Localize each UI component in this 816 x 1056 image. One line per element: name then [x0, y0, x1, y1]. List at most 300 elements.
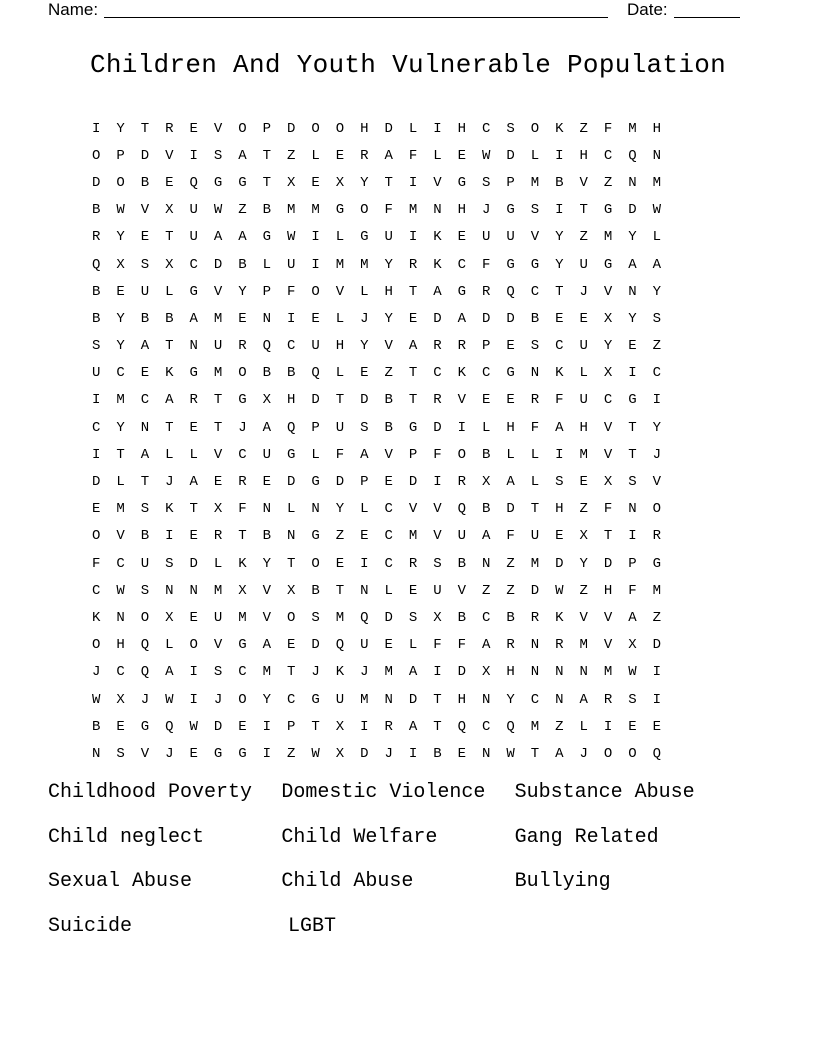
name-field-line[interactable]: [104, 17, 608, 18]
grid-letter: T: [165, 419, 174, 436]
grid-row: [84, 142, 744, 169]
grid-letter: E: [360, 528, 369, 545]
grid-letter: U: [335, 691, 345, 708]
grid-letter: L: [165, 637, 174, 654]
grid-letter: Y: [116, 310, 125, 327]
grid-letter: I: [165, 528, 174, 545]
grid-letter: K: [457, 365, 467, 382]
grid-letter: I: [433, 664, 442, 681]
grid-letter: O: [530, 120, 540, 137]
grid-row: [84, 468, 744, 495]
grid-letter: J: [360, 310, 369, 327]
grid-row: [84, 414, 744, 441]
grid-letter: A: [165, 664, 174, 681]
grid-letter: C: [189, 256, 198, 273]
grid-letter: M: [213, 582, 223, 599]
grid-letter: E: [335, 555, 345, 572]
grid-letter: M: [335, 609, 345, 626]
grid-letter: D: [384, 609, 393, 626]
grid-letter: I: [262, 718, 272, 735]
word-list-row: [48, 870, 748, 915]
grid-letter: O: [140, 609, 150, 626]
grid-row: [84, 197, 744, 224]
grid-letter: G: [140, 718, 150, 735]
grid-letter: Y: [652, 283, 662, 300]
grid-letter: N: [384, 691, 393, 708]
grid-letter: E: [189, 419, 198, 436]
grid-letter: D: [91, 174, 101, 191]
grid-letter: R: [506, 637, 515, 654]
grid-letter: V: [384, 446, 393, 463]
grid-letter: L: [165, 283, 174, 300]
grid-letter: H: [652, 120, 662, 137]
grid-letter: X: [335, 718, 345, 735]
grid-letter: M: [311, 202, 320, 219]
grid-letter: I: [457, 419, 467, 436]
grid-letter: U: [140, 555, 150, 572]
grid-letter: B: [457, 555, 467, 572]
grid-letter: B: [481, 446, 491, 463]
grid-letter: C: [481, 609, 491, 626]
grid-letter: Q: [286, 419, 296, 436]
grid-letter: U: [335, 419, 345, 436]
grid-letter: W: [213, 202, 223, 219]
grid-letter: S: [213, 147, 223, 164]
grid-letter: D: [360, 745, 369, 762]
grid-letter: G: [213, 745, 223, 762]
grid-row: [84, 305, 744, 332]
grid-letter: E: [408, 582, 418, 599]
grid-letter: G: [238, 174, 247, 191]
grid-letter: J: [140, 691, 150, 708]
grid-letter: A: [457, 310, 467, 327]
grid-letter: G: [506, 365, 515, 382]
grid-letter: A: [408, 338, 418, 355]
grid-letter: I: [189, 147, 198, 164]
grid-letter: Q: [335, 637, 345, 654]
grid-letter: A: [140, 338, 150, 355]
grid-letter: A: [189, 310, 198, 327]
grid-letter: S: [311, 609, 320, 626]
grid-letter: E: [555, 528, 564, 545]
grid-letter: K: [555, 365, 564, 382]
grid-letter: B: [286, 365, 296, 382]
grid-letter: F: [457, 637, 467, 654]
grid-letter: B: [311, 582, 320, 599]
grid-letter: Z: [506, 582, 515, 599]
grid-letter: Q: [652, 745, 662, 762]
grid-letter: V: [335, 283, 345, 300]
grid-letter: I: [555, 202, 564, 219]
grid-letter: S: [530, 338, 540, 355]
grid-letter: I: [603, 718, 613, 735]
grid-letter: Z: [286, 147, 296, 164]
grid-letter: E: [238, 310, 247, 327]
grid-letter: V: [603, 446, 613, 463]
grid-letter: W: [189, 718, 198, 735]
grid-letter: D: [408, 691, 418, 708]
grid-letter: C: [384, 528, 393, 545]
grid-row: [84, 523, 744, 550]
grid-letter: T: [530, 745, 540, 762]
grid-letter: N: [481, 555, 491, 572]
grid-letter: H: [506, 664, 515, 681]
grid-letter: D: [506, 310, 515, 327]
grid-letter: A: [628, 256, 637, 273]
grid-letter: J: [579, 283, 588, 300]
grid-letter: G: [603, 256, 613, 273]
grid-letter: U: [140, 283, 150, 300]
grid-letter: B: [140, 310, 150, 327]
grid-letter: U: [213, 338, 223, 355]
grid-letter: E: [189, 609, 198, 626]
grid-letter: R: [213, 528, 223, 545]
grid-letter: Y: [116, 338, 125, 355]
grid-letter: R: [457, 474, 467, 491]
grid-letter: T: [238, 528, 247, 545]
grid-letter: Y: [628, 229, 637, 246]
grid-letter: G: [189, 365, 198, 382]
grid-letter: X: [165, 256, 174, 273]
grid-letter: N: [91, 745, 101, 762]
grid-letter: E: [189, 745, 198, 762]
grid-letter: E: [213, 474, 223, 491]
grid-letter: L: [311, 147, 320, 164]
grid-letter: S: [140, 501, 150, 518]
grid-letter: L: [311, 446, 320, 463]
grid-letter: M: [213, 365, 223, 382]
grid-letter: J: [213, 691, 223, 708]
grid-letter: Q: [457, 718, 467, 735]
grid-row: [84, 713, 744, 740]
grid-letter: L: [262, 256, 272, 273]
grid-letter: U: [579, 392, 588, 409]
grid-letter: C: [384, 501, 393, 518]
grid-letter: T: [335, 392, 345, 409]
grid-letter: W: [165, 691, 174, 708]
grid-letter: E: [311, 174, 320, 191]
grid-letter: N: [286, 528, 296, 545]
grid-letter: B: [262, 202, 272, 219]
grid-letter: X: [579, 528, 588, 545]
grid-letter: Z: [555, 718, 564, 735]
grid-letter: A: [652, 256, 662, 273]
grid-letter: O: [286, 609, 296, 626]
grid-letter: X: [603, 310, 613, 327]
grid-letter: T: [262, 147, 272, 164]
grid-letter: R: [91, 229, 101, 246]
grid-letter: Z: [579, 501, 588, 518]
grid-letter: C: [603, 392, 613, 409]
grid-letter: Q: [311, 365, 320, 382]
grid-letter: L: [408, 637, 418, 654]
grid-letter: W: [652, 202, 662, 219]
grid-letter: O: [603, 745, 613, 762]
date-label: Date:: [627, 0, 668, 19]
grid-letter: K: [335, 664, 345, 681]
grid-letter: R: [408, 256, 418, 273]
grid-letter: A: [433, 283, 442, 300]
grid-letter: G: [238, 637, 247, 654]
grid-letter: T: [262, 174, 272, 191]
word-list-item: Substance Abuse: [514, 781, 695, 804]
grid-letter: D: [433, 310, 442, 327]
grid-letter: Y: [603, 338, 613, 355]
grid-row: [84, 278, 744, 305]
grid-letter: O: [116, 174, 125, 191]
grid-letter: U: [91, 365, 101, 382]
grid-letter: M: [213, 310, 223, 327]
grid-letter: I: [433, 474, 442, 491]
grid-letter: B: [384, 419, 393, 436]
grid-letter: E: [408, 310, 418, 327]
grid-letter: U: [530, 528, 540, 545]
grid-letter: M: [652, 174, 662, 191]
grid-letter: Y: [360, 338, 369, 355]
grid-letter: M: [530, 718, 540, 735]
grid-letter: T: [433, 691, 442, 708]
grid-letter: D: [213, 718, 223, 735]
grid-letter: Q: [628, 147, 637, 164]
grid-letter: H: [116, 637, 125, 654]
grid-letter: G: [603, 202, 613, 219]
grid-letter: Z: [335, 528, 345, 545]
grid-letter: S: [140, 256, 150, 273]
grid-letter: E: [140, 365, 150, 382]
grid-letter: V: [530, 229, 540, 246]
grid-letter: Y: [506, 691, 515, 708]
grid-letter: R: [530, 392, 540, 409]
grid-letter: L: [116, 474, 125, 491]
grid-letter: B: [140, 528, 150, 545]
word-list-item: Sexual Abuse: [48, 870, 193, 893]
grid-letter: N: [530, 637, 540, 654]
grid-letter: E: [116, 283, 125, 300]
grid-letter: O: [360, 202, 369, 219]
grid-letter: U: [311, 338, 320, 355]
grid-letter: V: [652, 474, 662, 491]
grid-letter: N: [189, 582, 198, 599]
grid-letter: M: [652, 582, 662, 599]
grid-letter: E: [189, 120, 198, 137]
grid-letter: G: [457, 174, 467, 191]
date-field-line[interactable]: [674, 17, 740, 18]
grid-letter: X: [433, 609, 442, 626]
grid-letter: V: [579, 609, 588, 626]
grid-row: [84, 169, 744, 196]
grid-letter: V: [579, 174, 588, 191]
grid-row: [84, 632, 744, 659]
grid-letter: Y: [335, 501, 345, 518]
grid-letter: I: [408, 229, 418, 246]
grid-letter: C: [530, 691, 540, 708]
grid-letter: E: [165, 174, 174, 191]
grid-letter: I: [652, 392, 662, 409]
grid-letter: M: [238, 609, 247, 626]
word-list-item: LGBT: [288, 914, 337, 938]
grid-letter: H: [603, 582, 613, 599]
grid-letter: K: [555, 609, 564, 626]
grid-letter: F: [286, 283, 296, 300]
grid-letter: H: [555, 501, 564, 518]
grid-letter: P: [360, 474, 369, 491]
grid-letter: A: [408, 664, 418, 681]
grid-letter: B: [165, 310, 174, 327]
grid-letter: Q: [262, 338, 272, 355]
grid-letter: W: [116, 202, 125, 219]
grid-letter: R: [408, 555, 418, 572]
grid-letter: L: [286, 501, 296, 518]
grid-letter: A: [481, 528, 491, 545]
grid-letter: R: [189, 392, 198, 409]
grid-letter: L: [360, 501, 369, 518]
grid-letter: N: [555, 691, 564, 708]
grid-letter: Y: [238, 283, 247, 300]
grid-letter: B: [506, 609, 515, 626]
grid-letter: H: [457, 120, 467, 137]
grid-letter: C: [238, 664, 247, 681]
grid-letter: N: [555, 664, 564, 681]
grid-letter: Z: [652, 338, 662, 355]
grid-letter: T: [189, 501, 198, 518]
grid-letter: E: [360, 365, 369, 382]
grid-letter: M: [360, 256, 369, 273]
grid-letter: B: [384, 392, 393, 409]
grid-letter: X: [238, 582, 247, 599]
grid-letter: U: [506, 229, 515, 246]
grid-letter: S: [408, 609, 418, 626]
grid-letter: G: [262, 229, 272, 246]
grid-letter: O: [91, 147, 101, 164]
grid-letter: A: [238, 147, 247, 164]
grid-letter: L: [506, 446, 515, 463]
word-list: [48, 781, 748, 959]
grid-letter: V: [140, 202, 150, 219]
grid-letter: G: [311, 691, 320, 708]
grid-letter: G: [213, 174, 223, 191]
grid-letter: F: [238, 501, 247, 518]
grid-letter: J: [652, 446, 662, 463]
grid-letter: K: [433, 229, 442, 246]
grid-letter: I: [311, 256, 320, 273]
grid-letter: A: [408, 718, 418, 735]
grid-letter: D: [189, 555, 198, 572]
grid-letter: C: [481, 120, 491, 137]
grid-letter: X: [603, 365, 613, 382]
grid-letter: J: [91, 664, 101, 681]
grid-letter: T: [140, 120, 150, 137]
grid-letter: D: [457, 664, 467, 681]
word-list-item: Child neglect: [48, 825, 205, 849]
grid-letter: D: [652, 637, 662, 654]
grid-letter: O: [335, 120, 345, 137]
grid-letter: M: [360, 691, 369, 708]
grid-letter: U: [286, 256, 296, 273]
grid-letter: G: [652, 555, 662, 572]
grid-letter: F: [628, 582, 637, 599]
grid-letter: T: [628, 446, 637, 463]
grid-letter: M: [603, 229, 613, 246]
grid-letter: U: [262, 446, 272, 463]
grid-letter: Q: [189, 174, 198, 191]
grid-letter: O: [628, 745, 637, 762]
grid-letter: I: [91, 446, 101, 463]
grid-letter: B: [140, 174, 150, 191]
grid-letter: P: [628, 555, 637, 572]
grid-letter: W: [116, 582, 125, 599]
grid-letter: D: [360, 392, 369, 409]
grid-letter: R: [433, 392, 442, 409]
grid-letter: T: [408, 392, 418, 409]
grid-letter: Y: [384, 310, 393, 327]
grid-letter: E: [506, 392, 515, 409]
page-title: Children And Youth Vulnerable Population: [89, 50, 727, 80]
grid-letter: W: [506, 745, 515, 762]
grid-letter: T: [603, 528, 613, 545]
word-list-item: Gang Related: [514, 825, 659, 849]
grid-row: [84, 115, 744, 142]
grid-letter: E: [457, 229, 467, 246]
grid-letter: S: [213, 664, 223, 681]
grid-letter: Q: [506, 718, 515, 735]
grid-letter: Z: [384, 365, 393, 382]
grid-letter: T: [116, 446, 125, 463]
grid-letter: L: [530, 474, 540, 491]
grid-letter: M: [530, 555, 540, 572]
grid-letter: R: [165, 120, 174, 137]
grid-letter: C: [91, 582, 101, 599]
grid-letter: O: [91, 528, 101, 545]
grid-letter: P: [262, 283, 272, 300]
grid-letter: R: [457, 338, 467, 355]
grid-letter: F: [433, 637, 442, 654]
grid-letter: U: [189, 229, 198, 246]
grid-letter: W: [91, 691, 101, 708]
grid-letter: V: [140, 745, 150, 762]
grid-letter: S: [628, 474, 637, 491]
grid-letter: V: [408, 501, 418, 518]
grid-letter: I: [91, 120, 101, 137]
grid-letter: F: [506, 528, 515, 545]
grid-letter: C: [555, 338, 564, 355]
name-label: Name:: [48, 0, 99, 19]
grid-letter: L: [433, 147, 442, 164]
grid-row: [84, 360, 744, 387]
grid-letter: H: [579, 419, 588, 436]
grid-letter: V: [262, 609, 272, 626]
grid-letter: B: [91, 310, 101, 327]
grid-letter: C: [384, 555, 393, 572]
grid-letter: P: [262, 120, 272, 137]
grid-letter: O: [311, 120, 320, 137]
grid-letter: T: [384, 174, 393, 191]
grid-letter: Y: [262, 555, 272, 572]
grid-letter: V: [603, 283, 613, 300]
grid-letter: G: [530, 256, 540, 273]
grid-letter: P: [311, 419, 320, 436]
grid-letter: M: [408, 528, 418, 545]
grid-letter: T: [311, 718, 320, 735]
grid-letter: U: [481, 229, 491, 246]
grid-letter: I: [91, 392, 101, 409]
grid-letter: E: [384, 637, 393, 654]
grid-letter: T: [555, 283, 564, 300]
grid-letter: I: [433, 120, 442, 137]
grid-letter: I: [652, 691, 662, 708]
grid-letter: R: [433, 338, 442, 355]
grid-letter: H: [457, 691, 467, 708]
grid-letter: S: [481, 174, 491, 191]
